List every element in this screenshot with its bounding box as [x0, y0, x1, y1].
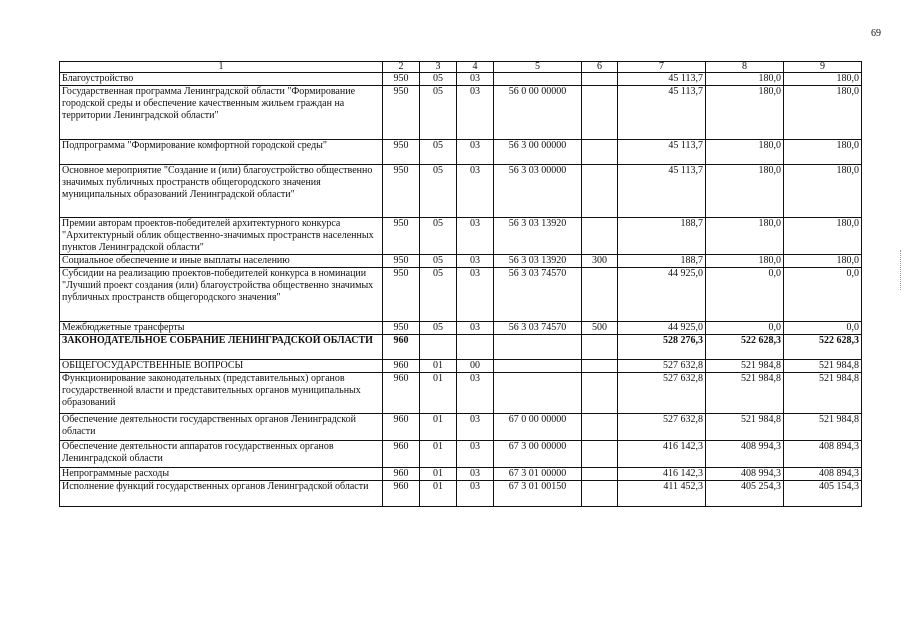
- header-row: [60, 62, 862, 73]
- row-value-7: 528 276,3: [618, 335, 706, 360]
- table-row: [60, 373, 862, 414]
- header-cell: 8: [706, 62, 784, 73]
- table-row: [60, 73, 862, 86]
- row-value-9: 180,0: [784, 86, 862, 140]
- header-cell: 3: [420, 62, 457, 73]
- table-row: [60, 218, 862, 255]
- table-row: [60, 268, 862, 322]
- row-value-9: 180,0: [784, 255, 862, 268]
- row-code-3: 01: [420, 481, 457, 507]
- row-value-9: 180,0: [784, 73, 862, 86]
- row-code-2: 960: [383, 335, 420, 360]
- row-value-8: 180,0: [706, 73, 784, 86]
- row-code-6: [582, 360, 618, 373]
- row-code-3: 05: [420, 255, 457, 268]
- row-code-4: 03: [457, 468, 494, 481]
- row-name: Межбюджетные трансферты: [60, 322, 383, 335]
- row-code-6: [582, 335, 618, 360]
- row-code-5: 67 0 00 00000: [494, 414, 582, 441]
- row-code-3: 05: [420, 218, 457, 255]
- row-value-9: 408 894,3: [784, 441, 862, 468]
- row-code-3: 05: [420, 165, 457, 218]
- row-code-3: 05: [420, 322, 457, 335]
- row-value-8: 180,0: [706, 255, 784, 268]
- header-cell: 2: [383, 62, 420, 73]
- table-row: [60, 468, 862, 481]
- row-code-4: [457, 335, 494, 360]
- row-value-9: 0,0: [784, 268, 862, 322]
- row-code-2: 960: [383, 468, 420, 481]
- row-value-8: 0,0: [706, 268, 784, 322]
- row-code-3: 01: [420, 414, 457, 441]
- row-code-3: 05: [420, 86, 457, 140]
- row-name: Подпрограмма "Формирование комфортной городской среды": [60, 140, 383, 165]
- row-value-9: 405 154,3: [784, 481, 862, 507]
- row-value-8: 522 628,3: [706, 335, 784, 360]
- row-value-8: 180,0: [706, 218, 784, 255]
- table-row: [60, 255, 862, 268]
- row-code-4: 03: [457, 86, 494, 140]
- row-code-2: 960: [383, 373, 420, 414]
- row-value-9: 521 984,8: [784, 414, 862, 441]
- row-value-7: 416 142,3: [618, 468, 706, 481]
- table-body: [60, 73, 862, 507]
- row-value-8: 0,0: [706, 322, 784, 335]
- row-name: Государственная программа Ленинградской области "Формирование городской среды и обеспечение качественным жильем граждан на территории Ленинградской области": [60, 86, 383, 140]
- row-value-7: 527 632,8: [618, 360, 706, 373]
- row-code-5: 67 3 01 00000: [494, 468, 582, 481]
- row-code-5: 56 3 03 74570: [494, 268, 582, 322]
- row-code-4: 03: [457, 373, 494, 414]
- row-code-2: 960: [383, 360, 420, 373]
- row-code-5: 67 3 01 00150: [494, 481, 582, 507]
- row-code-3: 05: [420, 140, 457, 165]
- row-code-2: 960: [383, 414, 420, 441]
- row-name: Обеспечение деятельности государственных органов Ленинградской области: [60, 414, 383, 441]
- row-code-2: 950: [383, 322, 420, 335]
- row-code-6: [582, 414, 618, 441]
- row-code-5: [494, 335, 582, 360]
- budget-table: [59, 61, 862, 507]
- row-code-4: 03: [457, 268, 494, 322]
- row-code-2: 950: [383, 86, 420, 140]
- row-code-4: 03: [457, 481, 494, 507]
- row-name: Субсидии на реализацию проектов-победителей конкурса в номинации "Лучший проект создания (или) благоустройства общественно значимых публичных пространств общегородского значения": [60, 268, 383, 322]
- row-name: Обеспечение деятельности аппаратов государственных органов Ленинградской области: [60, 441, 383, 468]
- header-cell: 6: [582, 62, 618, 73]
- row-code-4: 03: [457, 218, 494, 255]
- row-code-5: [494, 373, 582, 414]
- row-code-2: 960: [383, 441, 420, 468]
- row-code-2: 950: [383, 268, 420, 322]
- row-value-8: 521 984,8: [706, 360, 784, 373]
- row-value-8: 180,0: [706, 86, 784, 140]
- row-code-6: [582, 468, 618, 481]
- row-value-7: 45 113,7: [618, 73, 706, 86]
- row-code-4: 03: [457, 322, 494, 335]
- row-code-6: 300: [582, 255, 618, 268]
- row-code-4: 03: [457, 73, 494, 86]
- header-cell: 7: [618, 62, 706, 73]
- row-value-7: 416 142,3: [618, 441, 706, 468]
- row-value-9: 0,0: [784, 322, 862, 335]
- row-value-9: 522 628,3: [784, 335, 862, 360]
- row-code-2: 950: [383, 218, 420, 255]
- row-value-8: 405 254,3: [706, 481, 784, 507]
- table-row: [60, 140, 862, 165]
- table-row: [60, 86, 862, 140]
- header-cell: 1: [60, 62, 383, 73]
- row-name: Основное мероприятие "Создание и (или) благоустройство общественно значимых публичных пространств общегородского значения муниципальных образований Ленинградской области": [60, 165, 383, 218]
- row-value-7: 45 113,7: [618, 140, 706, 165]
- row-value-7: 527 632,8: [618, 414, 706, 441]
- row-code-6: [582, 86, 618, 140]
- header-cell: 5: [494, 62, 582, 73]
- row-code-5: 56 3 03 13920: [494, 255, 582, 268]
- row-code-6: [582, 268, 618, 322]
- row-code-4: 03: [457, 441, 494, 468]
- row-name: Функционирование законодательных (представительных) органов государственной власти и представительных органов муниципальных образований: [60, 373, 383, 414]
- row-code-3: 05: [420, 73, 457, 86]
- row-code-5: [494, 73, 582, 86]
- row-value-7: 45 113,7: [618, 165, 706, 218]
- row-code-5: 56 3 03 74570: [494, 322, 582, 335]
- row-name: ЗАКОНОДАТЕЛЬНОЕ СОБРАНИЕ ЛЕНИНГРАДСКОЙ ОБЛАСТИ: [60, 335, 383, 360]
- row-name: Премии авторам проектов-победителей архитектурного конкурса "Архитектурный облик общественно-значимых пространств населенных пунктов Ленинградской области": [60, 218, 383, 255]
- row-code-6: [582, 373, 618, 414]
- row-name: ОБЩЕГОСУДАРСТВЕННЫЕ ВОПРОСЫ: [60, 360, 383, 373]
- table-row: [60, 165, 862, 218]
- row-code-2: 950: [383, 73, 420, 86]
- scan-edge-marks: [900, 250, 903, 290]
- row-code-4: 03: [457, 165, 494, 218]
- row-value-7: 45 113,7: [618, 86, 706, 140]
- row-code-3: 01: [420, 360, 457, 373]
- table-row: [60, 481, 862, 507]
- row-code-5: [494, 360, 582, 373]
- row-code-5: 56 0 00 00000: [494, 86, 582, 140]
- row-code-3: 01: [420, 373, 457, 414]
- table-row: [60, 360, 862, 373]
- row-value-7: 44 925,0: [618, 268, 706, 322]
- row-code-4: 03: [457, 140, 494, 165]
- row-value-9: 521 984,8: [784, 360, 862, 373]
- row-code-2: 950: [383, 255, 420, 268]
- row-code-5: 56 3 03 00000: [494, 165, 582, 218]
- row-value-7: 411 452,3: [618, 481, 706, 507]
- row-code-4: 03: [457, 255, 494, 268]
- row-code-2: 960: [383, 481, 420, 507]
- row-code-5: 56 3 03 13920: [494, 218, 582, 255]
- row-code-6: [582, 140, 618, 165]
- row-value-8: 408 994,3: [706, 441, 784, 468]
- row-value-8: 180,0: [706, 140, 784, 165]
- row-value-7: 188,7: [618, 255, 706, 268]
- row-code-5: 56 3 00 00000: [494, 140, 582, 165]
- page-number: 69: [871, 28, 881, 39]
- row-code-6: [582, 441, 618, 468]
- row-value-8: 180,0: [706, 165, 784, 218]
- table-row: [60, 335, 862, 360]
- row-name: Непрограммные расходы: [60, 468, 383, 481]
- row-name: Социальное обеспечение и иные выплаты населению: [60, 255, 383, 268]
- row-code-2: 950: [383, 140, 420, 165]
- row-value-7: 44 925,0: [618, 322, 706, 335]
- row-code-6: 500: [582, 322, 618, 335]
- row-code-3: 01: [420, 441, 457, 468]
- row-code-3: 05: [420, 268, 457, 322]
- row-value-8: 521 984,8: [706, 414, 784, 441]
- row-name: Благоустройство: [60, 73, 383, 86]
- row-code-6: [582, 481, 618, 507]
- row-value-9: 180,0: [784, 218, 862, 255]
- header-cell: 9: [784, 62, 862, 73]
- row-name: Исполнение функций государственных органов Ленинградской области: [60, 481, 383, 507]
- row-value-9: 180,0: [784, 165, 862, 218]
- table-row: [60, 322, 862, 335]
- row-value-7: 527 632,8: [618, 373, 706, 414]
- row-value-7: 188,7: [618, 218, 706, 255]
- row-value-9: 408 894,3: [784, 468, 862, 481]
- table-row: [60, 441, 862, 468]
- header-cell: 4: [457, 62, 494, 73]
- row-code-2: 950: [383, 165, 420, 218]
- row-code-5: 67 3 00 00000: [494, 441, 582, 468]
- row-code-6: [582, 73, 618, 86]
- row-code-6: [582, 165, 618, 218]
- table-row: [60, 414, 862, 441]
- row-code-4: 03: [457, 414, 494, 441]
- row-value-8: 408 994,3: [706, 468, 784, 481]
- row-value-9: 521 984,8: [784, 373, 862, 414]
- row-code-3: [420, 335, 457, 360]
- row-value-9: 180,0: [784, 140, 862, 165]
- row-code-3: 01: [420, 468, 457, 481]
- row-code-6: [582, 218, 618, 255]
- row-code-4: 00: [457, 360, 494, 373]
- row-value-8: 521 984,8: [706, 373, 784, 414]
